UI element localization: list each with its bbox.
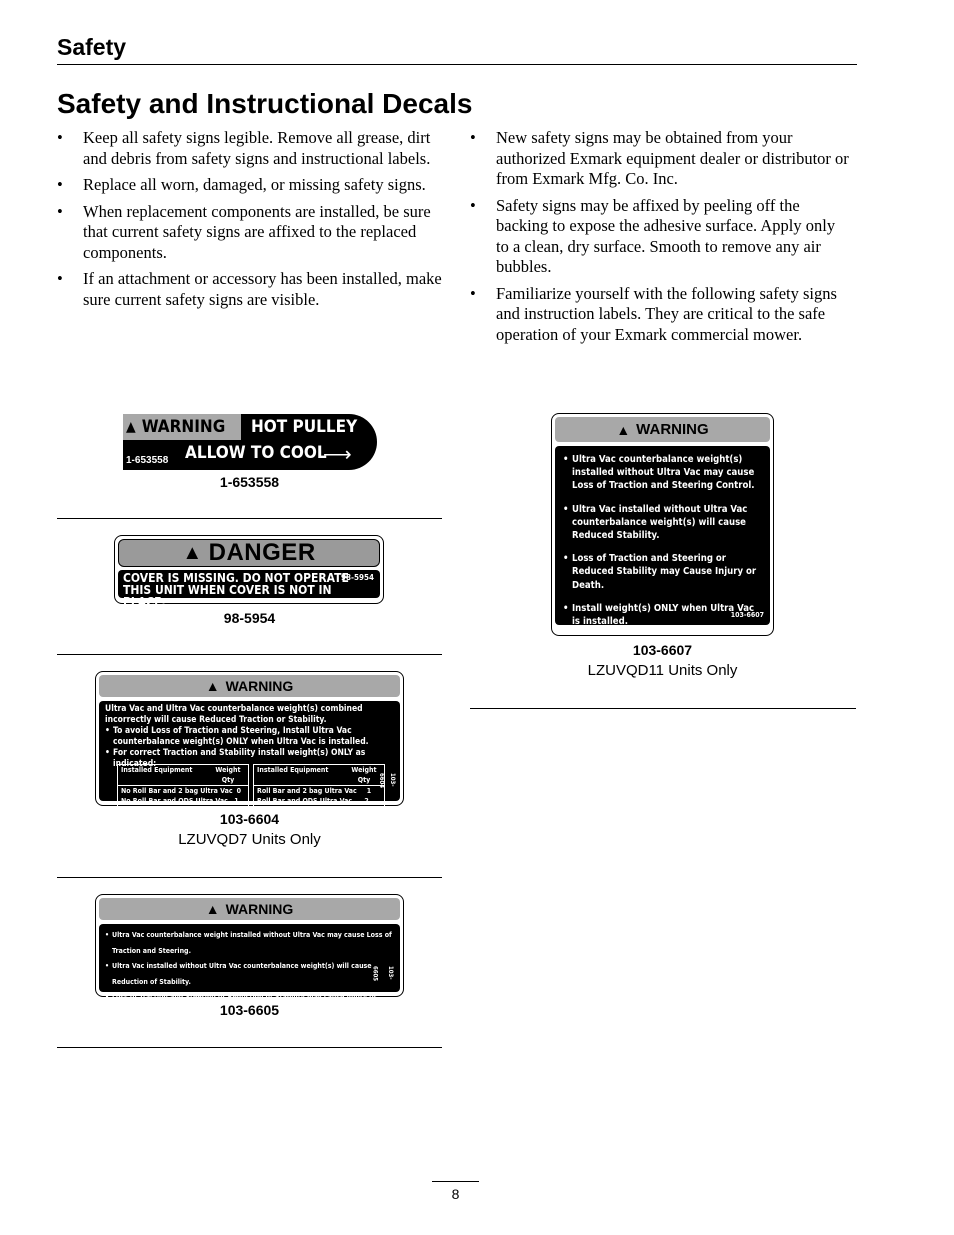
page-number: 8: [451, 1186, 460, 1202]
bullet-glyph: •: [57, 201, 63, 221]
divider: [470, 708, 856, 709]
left-bullet-list: [57, 128, 447, 316]
decal-caption: 103-6604: [219, 811, 280, 827]
header-rule: [57, 64, 857, 65]
divider: [57, 877, 442, 878]
list-item: • Keep all safety signs legible. Remove all grease, dirt and debris from safety signs and instructional labels.: [57, 128, 431, 168]
list-item: • Familiarize yourself with the following safety signs and instruction labels. They are critical to the safe operation of your Exmark commercial mower.: [470, 283, 837, 344]
decal-part-number: 103-6607: [730, 610, 764, 619]
danger-bar: ▲ DANGER: [118, 539, 380, 567]
decal-subcaption: LZUVQD7 Units Only: [178, 831, 321, 848]
list-item: • Ultra Vac installed without Ultra Vac counterbalance weight(s) will cause Reduced Stability.: [563, 503, 748, 542]
warning-triangle-icon: ▲: [616, 421, 631, 438]
list-item: • New safety signs may be obtained from your authorized Exmark equipment dealer or distributor or from Exmark Mfg. Co. Inc.: [470, 128, 849, 188]
bullet-glyph: •: [470, 128, 476, 147]
list-item: • Loss of Traction and Steering or Reduction of Stability may cause injury or death.: [105, 993, 377, 1017]
decal-caption: 103-6605: [219, 1002, 280, 1018]
warning-bar: ▲ WARNING: [99, 675, 400, 697]
warning-triangle-icon: ▲: [205, 678, 220, 694]
warning-bar: ▲ WARNING: [123, 414, 241, 440]
warning-bar: ▲ WARNING: [99, 898, 400, 920]
divider: [57, 654, 442, 655]
decal-caption: 103-6607: [632, 642, 693, 658]
bullet-glyph: •: [57, 128, 63, 147]
right-bullet-list: [470, 128, 860, 351]
list-item: • Loss of Traction and Steering or Reduced Stability may Cause Injury or Death.: [563, 553, 757, 591]
footer-rule: [432, 1181, 479, 1182]
decal-line2: ALLOW TO COOL: [185, 443, 327, 463]
divider: [57, 1047, 442, 1048]
decal-part-number: 103-6604: [378, 773, 396, 789]
decal-body: Ultra Vac and Ultra Vac counterbalance weight(s) combined incorrectly will cause Reduced Traction or Stability. • To avoid Loss of Traction and Steering, Install Ultra Vac counterbalance weight(s) ONLY when Ultra Vac is installed. • For correct Traction and Stability install weight(s) ONLY as indicated: Installed Equipment Weight Qty No Roll Bar and 2 bag Ultra Vac 0 No Roll Bar and QDS Ultra Vac 1 Installed Equipment Weight Qty Roll Bar and 2 bag Ultra Vac 1 Roll Bar and QDS Ultra Vac 2 103-6604: [99, 701, 400, 801]
weight-table-left: Installed Equipment Weight Qty No Roll Bar and 2 bag Ultra Vac 0 No Roll Bar and QDS Ultra Vac 1: [117, 764, 249, 807]
table-row: Roll Bar and 2 bag Ultra Vac 1: [257, 787, 372, 795]
arrow-right-icon: ⟶: [323, 444, 352, 466]
decal-caption: 98-5954: [223, 610, 276, 626]
list-item: • Install weight(s) ONLY when Ultra Vac is installed.: [563, 602, 755, 628]
warning-triangle-icon: ▲: [205, 901, 220, 917]
warning-triangle-icon: ▲: [126, 419, 136, 435]
list-item: • When replacement components are installed, be sure that current safety signs are affixed to the replaced components.: [57, 201, 431, 262]
bullet-glyph: •: [470, 283, 476, 303]
bullet-glyph: •: [470, 195, 476, 215]
decal-subcaption: LZUVQD11 Units Only: [587, 662, 738, 679]
decal-103-6607: [551, 413, 774, 636]
decal-part-number: 98-5954: [340, 573, 374, 582]
section-header: Safety: [57, 34, 127, 60]
decal-part-number: 103-6605: [371, 966, 394, 982]
list-item: • If an attachment or accessory has been installed, make sure current safety signs are visible.: [57, 269, 442, 309]
weight-table-right: Installed Equipment Weight Qty Roll Bar and 2 bag Ultra Vac 1 Roll Bar and QDS Ultra Vac 2: [253, 764, 385, 807]
warning-triangle-icon: ▲: [182, 541, 203, 564]
warning-bar: ▲ WARNING: [555, 417, 770, 442]
bullet-glyph: •: [57, 175, 63, 194]
divider: [57, 518, 442, 519]
table-row: Roll Bar and QDS Ultra Vac 2: [257, 797, 369, 805]
table-row: No Roll Bar and QDS Ultra Vac 1: [121, 797, 239, 805]
decal-body: COVER IS MISSING. DO NOT OPERATE THIS UNIT WHEN COVER IS NOT IN PLACE. 98-5954: [118, 570, 380, 598]
decal-103-6604: [95, 671, 404, 806]
list-item: • Replace all worn, damaged, or missing safety signs.: [57, 175, 426, 194]
list-item: • Safety signs may be affixed by peeling off the backing to expose the adhesive surface. Apply only to a clean, dry surface. Smooth to remove any air bubbles.: [470, 195, 836, 276]
decal-danger: [114, 535, 384, 609]
page-title: Safety and Instructional Decals: [57, 88, 473, 119]
list-item: • Ultra Vac counterbalance weight(s) installed without Ultra Vac may cause Loss of Traction and Steering Control.: [563, 454, 755, 492]
decal-body: [99, 924, 400, 1032]
list-item: • Ultra Vac counterbalance weight installed without Ultra Vac may cause Loss of Traction and Steering.: [105, 931, 392, 955]
decal-part-number: 1-653558: [126, 455, 169, 466]
list-item: • Ultra Vac installed without Ultra Vac counterbalance weight(s) will cause Reduction of Stability.: [105, 962, 372, 986]
decal-103-6605: [95, 894, 404, 1032]
decal-body: [555, 446, 770, 628]
decal-line1: HOT PULLEY: [251, 417, 358, 437]
list-item: • Install weight(s) ONLY when Ultra Vac is installed.: [105, 1024, 290, 1032]
table-row: No Roll Bar and 2 bag Ultra Vac 0: [121, 787, 241, 795]
decal-hot-pulley: [123, 414, 377, 470]
bullet-glyph: •: [57, 269, 63, 288]
decal-caption: 1-653558: [219, 474, 280, 490]
